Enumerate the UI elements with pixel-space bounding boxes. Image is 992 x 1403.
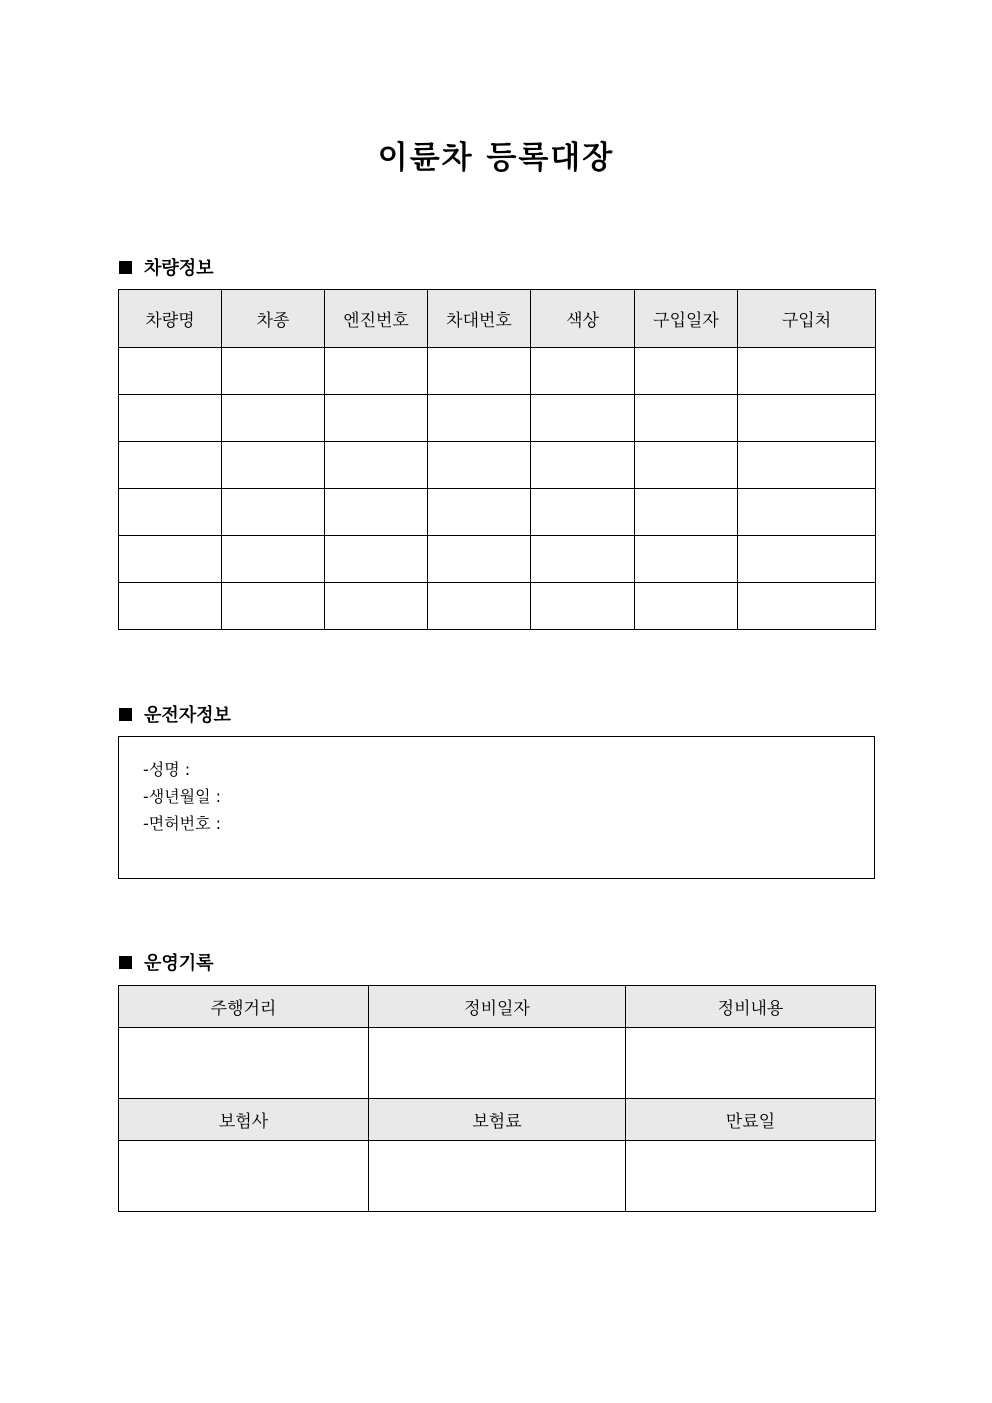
column-header-expiration-date: 만료일 bbox=[626, 1099, 876, 1141]
maintenance-details-cell[interactable] bbox=[626, 1028, 876, 1099]
column-header-vehicle-name: 차량명 bbox=[119, 290, 222, 348]
table-row bbox=[119, 536, 876, 583]
column-header-maintenance-date: 정비일자 bbox=[369, 986, 626, 1028]
table-row bbox=[119, 395, 876, 442]
column-header-insurance-fee: 보험료 bbox=[369, 1099, 626, 1141]
operation-section-heading bbox=[119, 949, 214, 975]
vehicle-cell[interactable] bbox=[119, 442, 222, 489]
insurance-fee-cell[interactable] bbox=[369, 1141, 626, 1212]
insurer-cell[interactable] bbox=[119, 1141, 369, 1212]
vehicle-cell[interactable] bbox=[325, 489, 428, 536]
vehicle-cell[interactable] bbox=[635, 348, 738, 395]
vehicle-cell[interactable] bbox=[738, 348, 876, 395]
vehicle-cell[interactable] bbox=[428, 395, 531, 442]
mileage-cell[interactable] bbox=[119, 1028, 369, 1099]
square-bullet-icon bbox=[119, 261, 132, 274]
vehicle-cell[interactable] bbox=[531, 583, 635, 630]
vehicle-cell[interactable] bbox=[119, 395, 222, 442]
vehicle-info-table bbox=[118, 289, 876, 630]
vehicle-cell[interactable] bbox=[531, 489, 635, 536]
vehicle-cell[interactable] bbox=[738, 583, 876, 630]
vehicle-cell[interactable] bbox=[428, 583, 531, 630]
vehicle-cell[interactable] bbox=[738, 536, 876, 583]
table-row bbox=[119, 1141, 876, 1212]
vehicle-cell[interactable] bbox=[222, 536, 325, 583]
vehicle-cell[interactable] bbox=[222, 489, 325, 536]
vehicle-cell[interactable] bbox=[428, 489, 531, 536]
table-header-row bbox=[119, 290, 876, 348]
column-header-purchase-date: 구입일자 bbox=[635, 290, 738, 348]
vehicle-cell[interactable] bbox=[635, 442, 738, 489]
vehicle-cell[interactable] bbox=[222, 583, 325, 630]
vehicle-section-heading bbox=[119, 254, 214, 280]
table-header-row bbox=[119, 1099, 876, 1141]
vehicle-cell[interactable] bbox=[738, 489, 876, 536]
vehicle-cell[interactable] bbox=[325, 536, 428, 583]
operation-record-table bbox=[118, 985, 876, 1212]
column-header-mileage: 주행거리 bbox=[119, 986, 369, 1028]
vehicle-cell[interactable] bbox=[325, 395, 428, 442]
column-header-engine-number: 엔진번호 bbox=[325, 290, 428, 348]
vehicle-cell[interactable] bbox=[531, 348, 635, 395]
driver-section-heading bbox=[119, 701, 231, 727]
operation-section-label: 운영기록 bbox=[144, 953, 214, 974]
vehicle-cell[interactable] bbox=[119, 348, 222, 395]
vehicle-cell[interactable] bbox=[428, 442, 531, 489]
column-header-maintenance-details: 정비내용 bbox=[626, 986, 876, 1028]
vehicle-cell[interactable] bbox=[119, 536, 222, 583]
vehicle-cell[interactable] bbox=[531, 395, 635, 442]
vehicle-cell[interactable] bbox=[222, 442, 325, 489]
vehicle-cell[interactable] bbox=[325, 348, 428, 395]
vehicle-cell[interactable] bbox=[428, 348, 531, 395]
column-header-color: 색상 bbox=[531, 290, 635, 348]
table-row bbox=[119, 1028, 876, 1099]
vehicle-cell[interactable] bbox=[325, 442, 428, 489]
maintenance-date-cell[interactable] bbox=[369, 1028, 626, 1099]
vehicle-cell[interactable] bbox=[635, 536, 738, 583]
square-bullet-icon bbox=[119, 956, 132, 969]
driver-name-field[interactable]: -성명 : bbox=[143, 760, 191, 779]
table-row bbox=[119, 348, 876, 395]
vehicle-cell[interactable] bbox=[635, 583, 738, 630]
vehicle-cell[interactable] bbox=[738, 395, 876, 442]
vehicle-cell[interactable] bbox=[222, 348, 325, 395]
vehicle-section-label: 차량정보 bbox=[144, 258, 214, 279]
vehicle-cell[interactable] bbox=[531, 442, 635, 489]
driver-birthdate-field[interactable]: -생년월일 : bbox=[143, 787, 222, 806]
vehicle-cell[interactable] bbox=[635, 489, 738, 536]
vehicle-cell[interactable] bbox=[428, 536, 531, 583]
table-row bbox=[119, 489, 876, 536]
column-header-purchase-place: 구입처 bbox=[738, 290, 876, 348]
vehicle-cell[interactable] bbox=[635, 395, 738, 442]
table-row bbox=[119, 583, 876, 630]
driver-info-box bbox=[118, 736, 875, 879]
expiration-date-cell[interactable] bbox=[626, 1141, 876, 1212]
table-row bbox=[119, 442, 876, 489]
driver-section-label: 운전자정보 bbox=[144, 705, 231, 726]
column-header-vehicle-type: 차종 bbox=[222, 290, 325, 348]
column-header-chassis-number: 차대번호 bbox=[428, 290, 531, 348]
vehicle-cell[interactable] bbox=[531, 536, 635, 583]
vehicle-cell[interactable] bbox=[222, 395, 325, 442]
vehicle-cell[interactable] bbox=[325, 583, 428, 630]
vehicle-cell[interactable] bbox=[119, 583, 222, 630]
driver-license-field[interactable]: -면허번호 : bbox=[143, 814, 222, 833]
table-header-row bbox=[119, 986, 876, 1028]
square-bullet-icon bbox=[119, 708, 132, 721]
vehicle-cell[interactable] bbox=[738, 442, 876, 489]
vehicle-cell[interactable] bbox=[119, 489, 222, 536]
column-header-insurer: 보험사 bbox=[119, 1099, 369, 1141]
document-title: 이륜차 등록대장 bbox=[377, 140, 615, 176]
